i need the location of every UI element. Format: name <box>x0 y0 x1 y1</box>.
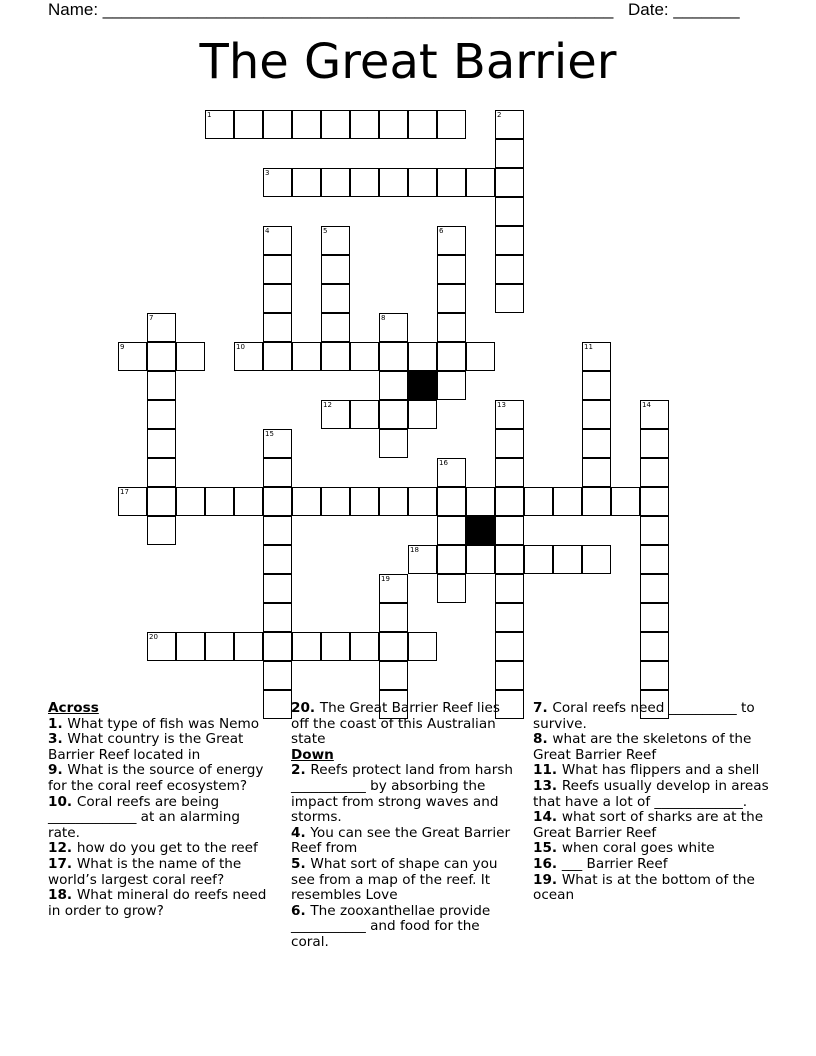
clue-text: Coral reefs need __________ to survive. <box>533 700 755 732</box>
clue-text: What country is the Great Barrier Reef located in <box>48 731 244 763</box>
grid-cell[interactable] <box>640 574 669 603</box>
clue-text: What sort of shape can you see from a map of the reef. It resembles Love <box>291 855 498 904</box>
grid-cell[interactable] <box>582 487 611 516</box>
clue-number: 12 <box>48 840 67 857</box>
grid-cell[interactable] <box>379 603 408 632</box>
clue-text: What is the name of the world’s largest coral reef? <box>48 855 242 888</box>
clue-down-11 <box>533 763 773 779</box>
clue-number: 19 <box>533 871 552 888</box>
cell-number: 3 <box>265 169 270 177</box>
grid-cell[interactable] <box>379 661 408 690</box>
clue-number: 1 <box>48 715 58 732</box>
clue-down-14 <box>533 810 773 841</box>
grid-cell[interactable] <box>321 168 350 197</box>
grid-cell[interactable] <box>437 110 466 139</box>
grid-cell[interactable] <box>640 545 669 574</box>
grid-cell[interactable] <box>553 545 582 574</box>
clue-number: 2 <box>291 762 301 779</box>
grid-cell[interactable] <box>292 632 321 661</box>
grid-cell[interactable] <box>437 487 466 516</box>
grid-cell[interactable] <box>495 516 524 545</box>
grid-cell[interactable] <box>611 487 640 516</box>
grid-cell[interactable] <box>263 226 292 255</box>
clue-number-dot: . <box>542 731 553 748</box>
grid-cell[interactable] <box>321 110 350 139</box>
clue-text: The zooxanthellae provide ___________ and food for the coral. <box>291 902 491 950</box>
grid-cell[interactable] <box>640 516 669 545</box>
grid-cell[interactable] <box>495 429 524 458</box>
grid-cell[interactable] <box>495 661 524 690</box>
grid-cell[interactable] <box>350 400 379 429</box>
clue-down-13 <box>533 779 773 810</box>
clue-number-dot: . <box>551 777 562 794</box>
date-field[interactable]: Date: _______ <box>628 0 740 19</box>
grid-cell[interactable] <box>408 168 437 197</box>
grid-cell[interactable] <box>321 226 350 255</box>
clue-number-dot: . <box>551 855 562 872</box>
clue-down-19 <box>533 873 773 904</box>
grid-cell[interactable] <box>263 516 292 545</box>
cell-number: 14 <box>642 401 651 409</box>
grid-cell[interactable] <box>437 284 466 313</box>
grid-cell[interactable] <box>350 110 379 139</box>
page-title: The Great Barrier <box>199 34 617 90</box>
cell-number: 5 <box>323 227 328 235</box>
grid-cell[interactable] <box>640 603 669 632</box>
grid-cell[interactable] <box>321 632 350 661</box>
grid-cell[interactable] <box>495 168 524 197</box>
clue-number: 10 <box>48 793 67 810</box>
grid-cell[interactable] <box>437 458 466 487</box>
clue-number: 11 <box>533 762 552 779</box>
grid-cell[interactable] <box>321 342 350 371</box>
clue-number-dot: . <box>66 793 77 810</box>
grid-cell[interactable] <box>495 458 524 487</box>
clue-number: 20 <box>291 700 310 716</box>
clue-number-dot: . <box>300 824 311 841</box>
clue-number: 8 <box>533 731 543 748</box>
grid-cell[interactable] <box>408 110 437 139</box>
grid-cell[interactable] <box>321 400 350 429</box>
grid-cell[interactable] <box>292 168 321 197</box>
clue-across-17 <box>48 857 276 888</box>
grid-cell[interactable] <box>640 400 669 429</box>
grid-cell[interactable] <box>147 458 176 487</box>
cell-number: 9 <box>120 343 125 351</box>
grid-cell[interactable] <box>640 429 669 458</box>
clue-down-7 <box>533 701 773 732</box>
clue-text: how do you get to the reef <box>76 840 258 857</box>
clue-across-9 <box>48 763 276 794</box>
grid-cell[interactable] <box>582 458 611 487</box>
clue-number: 3 <box>48 731 58 748</box>
grid-cell[interactable] <box>524 545 553 574</box>
grid-cell[interactable] <box>437 168 466 197</box>
grid-cell[interactable] <box>292 487 321 516</box>
clue-down-5 <box>291 857 519 904</box>
grid-cell[interactable] <box>524 487 553 516</box>
cell-number: 1 <box>207 111 212 119</box>
grid-cell[interactable] <box>350 342 379 371</box>
clue-text: ___ Barrier Reef <box>561 855 668 872</box>
grid-cell[interactable] <box>495 545 524 574</box>
grid-cell[interactable] <box>321 284 350 313</box>
clue-number-dot: . <box>66 855 77 872</box>
clue-text: What type of fish was Nemo <box>67 715 260 732</box>
clue-number: 9 <box>48 762 58 779</box>
clues-column-3 <box>533 701 773 904</box>
grid-cell[interactable] <box>205 110 234 139</box>
grid-cell[interactable] <box>205 632 234 661</box>
clue-number: 4 <box>291 824 301 841</box>
grid-cell[interactable] <box>118 487 147 516</box>
grid-cell[interactable] <box>234 110 263 139</box>
down-heading: Down <box>291 746 334 763</box>
clue-down-15 <box>533 841 773 857</box>
clue-across-20 <box>291 701 519 748</box>
clue-number-dot: . <box>542 700 553 716</box>
grid-cell[interactable] <box>292 110 321 139</box>
clue-number-dot: . <box>57 731 68 748</box>
clue-number: 16 <box>533 855 552 872</box>
clue-number-dot: . <box>66 887 77 904</box>
grid-cell[interactable] <box>263 255 292 284</box>
clues-column-1 <box>48 701 276 919</box>
clue-across-3 <box>48 732 276 763</box>
grid-cell[interactable] <box>147 342 176 371</box>
grid-cell[interactable] <box>437 516 466 545</box>
grid-cell[interactable] <box>437 226 466 255</box>
clue-number: 6 <box>291 902 301 919</box>
clue-number-dot: . <box>300 902 311 919</box>
grid-cell[interactable] <box>640 487 669 516</box>
clue-number-dot: . <box>551 762 562 779</box>
clue-text: You can see the Great Barrier Reef from <box>291 824 511 857</box>
grid-cell[interactable] <box>495 603 524 632</box>
clue-number: 5 <box>291 855 301 872</box>
across-heading: Across <box>48 700 99 716</box>
grid-cell[interactable] <box>640 458 669 487</box>
grid-cell[interactable] <box>408 545 437 574</box>
grid-cell[interactable] <box>263 313 292 342</box>
clues-column-2 <box>291 701 519 951</box>
grid-cell[interactable] <box>466 168 495 197</box>
grid-cell[interactable] <box>379 574 408 603</box>
grid-cell[interactable] <box>234 487 263 516</box>
cell-number: 2 <box>497 111 502 119</box>
grid-cell[interactable] <box>379 313 408 342</box>
grid-cell[interactable] <box>437 255 466 284</box>
grid-cell[interactable] <box>379 487 408 516</box>
grid-cell[interactable] <box>553 487 582 516</box>
grid-cell[interactable] <box>379 429 408 458</box>
cell-number: 18 <box>410 546 419 554</box>
grid-cell[interactable] <box>147 313 176 342</box>
clue-text: What mineral do reefs need in order to grow? <box>48 887 267 919</box>
cell-number: 10 <box>236 343 245 351</box>
clue-across-1 <box>48 717 276 733</box>
grid-cell[interactable] <box>582 400 611 429</box>
grid-cell[interactable] <box>263 603 292 632</box>
grid-cell[interactable] <box>495 400 524 429</box>
grid-cell[interactable] <box>147 400 176 429</box>
grid-cell[interactable] <box>437 574 466 603</box>
grid-cell[interactable] <box>147 516 176 545</box>
grid-cell[interactable] <box>176 342 205 371</box>
cell-number: 20 <box>149 633 158 641</box>
clue-down-2 <box>291 763 519 825</box>
grid-cell[interactable] <box>379 371 408 400</box>
grid-cell[interactable] <box>350 487 379 516</box>
clue-across-10 <box>48 795 276 842</box>
clue-text: What has flippers and a shell <box>561 762 760 779</box>
clue-down-4 <box>291 826 519 857</box>
grid-cell[interactable] <box>379 632 408 661</box>
grid-cell[interactable] <box>147 632 176 661</box>
grid-cell[interactable] <box>263 574 292 603</box>
grid-cell[interactable] <box>350 632 379 661</box>
grid-cell[interactable] <box>408 342 437 371</box>
clue-number: 7 <box>533 700 543 716</box>
grid-cell[interactable] <box>147 487 176 516</box>
cell-number: 8 <box>381 314 386 322</box>
grid-cell[interactable] <box>437 313 466 342</box>
grid-cell[interactable] <box>495 487 524 516</box>
cell-number: 6 <box>439 227 444 235</box>
grid-cell[interactable] <box>263 110 292 139</box>
grid-cell[interactable] <box>408 400 437 429</box>
clue-down-16 <box>533 857 773 873</box>
clue-text: Reefs protect land from harsh ___________ by absorbing the impact from strong waves and storms. <box>291 762 514 826</box>
grid-cell[interactable] <box>263 342 292 371</box>
grid-cell[interactable] <box>321 313 350 342</box>
clue-number-dot: . <box>300 855 311 872</box>
grid-cell[interactable] <box>408 487 437 516</box>
grid-cell[interactable] <box>263 458 292 487</box>
grid-cell[interactable] <box>495 632 524 661</box>
cell-number: 15 <box>265 430 274 438</box>
clue-number-dot: . <box>551 871 562 888</box>
cell-number: 17 <box>120 488 129 496</box>
cell-number: 7 <box>149 314 154 322</box>
clue-number: 15 <box>533 840 552 857</box>
cell-number: 13 <box>497 401 506 409</box>
grid-cell[interactable] <box>234 342 263 371</box>
grid-cell[interactable] <box>350 168 379 197</box>
grid-cell[interactable] <box>582 429 611 458</box>
grid-cell[interactable] <box>321 255 350 284</box>
cell-number: 16 <box>439 459 448 467</box>
grid-cell[interactable] <box>234 632 263 661</box>
grid-cell[interactable] <box>147 429 176 458</box>
grid-cell[interactable] <box>321 487 350 516</box>
grid-cell[interactable] <box>495 226 524 255</box>
grid-cell[interactable] <box>379 342 408 371</box>
grid-cell[interactable] <box>263 487 292 516</box>
clue-text: What is at the bottom of the ocean <box>533 871 755 904</box>
grid-cell[interactable] <box>408 632 437 661</box>
grid-cell[interactable] <box>379 400 408 429</box>
clue-number-dot: . <box>66 840 77 857</box>
black-cell <box>466 516 495 545</box>
grid-cell[interactable] <box>379 168 408 197</box>
clue-number-dot: . <box>57 715 68 732</box>
grid-cell[interactable] <box>205 487 234 516</box>
grid-cell[interactable] <box>466 487 495 516</box>
grid-cell[interactable] <box>263 429 292 458</box>
grid-cell[interactable] <box>495 574 524 603</box>
grid-cell[interactable] <box>263 545 292 574</box>
clue-text: The Great Barrier Reef lies off the coast of this Australian state <box>291 700 500 748</box>
clue-text: What is the source of energy for the coral reef ecosystem? <box>48 762 264 794</box>
grid-cell[interactable] <box>437 371 466 400</box>
clue-text: when coral goes white <box>561 840 715 857</box>
grid-cell[interactable] <box>640 632 669 661</box>
clue-down-6 <box>291 904 519 951</box>
grid-cell[interactable] <box>466 342 495 371</box>
name-field[interactable]: Name: ______________________________________________________ <box>48 0 614 19</box>
grid-cell[interactable] <box>437 342 466 371</box>
clue-number-dot: . <box>309 700 320 716</box>
grid-cell[interactable] <box>582 342 611 371</box>
cell-number: 12 <box>323 401 332 409</box>
cell-number: 11 <box>584 343 593 351</box>
clue-number-dot: . <box>551 809 562 826</box>
grid-cell[interactable] <box>263 284 292 313</box>
grid-cell[interactable] <box>495 197 524 226</box>
grid-cell[interactable] <box>263 168 292 197</box>
clue-across-12 <box>48 841 276 857</box>
grid-cell[interactable] <box>437 545 466 574</box>
clue-across-18 <box>48 888 276 919</box>
clue-text: what sort of sharks are at the Great Barrier Reef <box>533 809 764 841</box>
grid-cell[interactable] <box>118 342 147 371</box>
grid-cell[interactable] <box>495 255 524 284</box>
grid-cell[interactable] <box>495 284 524 313</box>
grid-cell[interactable] <box>379 110 408 139</box>
grid-cell[interactable] <box>292 342 321 371</box>
grid-cell[interactable] <box>582 545 611 574</box>
grid-cell[interactable] <box>176 487 205 516</box>
black-cell <box>408 371 437 400</box>
clue-down-8 <box>533 732 773 763</box>
grid-cell[interactable] <box>466 545 495 574</box>
clue-text: Reefs usually develop in areas that have a lot of _____________. <box>533 777 769 810</box>
cell-number: 4 <box>265 227 270 235</box>
grid-cell[interactable] <box>495 110 524 139</box>
grid-cell[interactable] <box>582 371 611 400</box>
clue-number-dot: . <box>57 762 68 779</box>
clue-number: 17 <box>48 855 67 872</box>
grid-cell[interactable] <box>495 139 524 168</box>
clue-text: what are the skeletons of the Great Barrier Reef <box>533 731 752 763</box>
cell-number: 19 <box>381 575 390 583</box>
grid-cell[interactable] <box>176 632 205 661</box>
clue-number-dot: . <box>300 762 311 779</box>
grid-cell[interactable] <box>263 661 292 690</box>
clue-number: 18 <box>48 887 67 904</box>
clue-number: 14 <box>533 809 552 826</box>
grid-cell[interactable] <box>640 661 669 690</box>
clue-number: 13 <box>533 777 552 794</box>
clue-number-dot: . <box>551 840 562 857</box>
grid-cell[interactable] <box>263 632 292 661</box>
grid-cell[interactable] <box>147 371 176 400</box>
clue-text: Coral reefs are being _____________ at an alarming rate. <box>48 793 240 841</box>
